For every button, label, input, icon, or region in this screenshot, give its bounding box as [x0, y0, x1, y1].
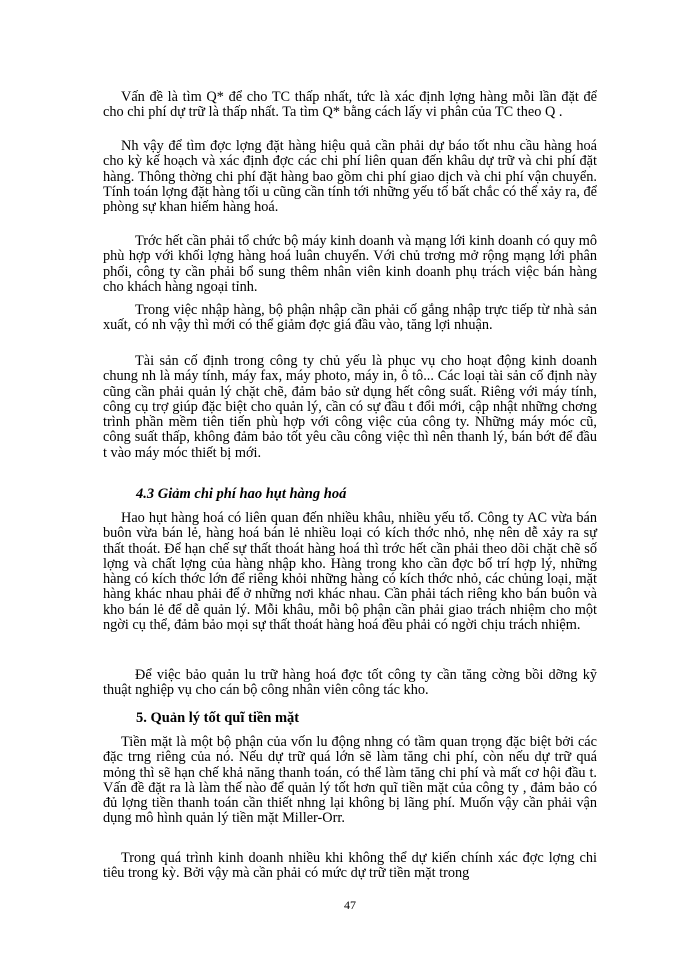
- paragraph: Trong quá trình kinh doanh nhiều khi không thể dự kiến chính xác đợc lợng chi tiêu trong kỳ. Bởi vậy mà cần phải có mức dự trữ tiền mặt trong: [103, 850, 597, 882]
- paragraph: Hao hụt hàng hoá có liên quan đến nhiều khâu, nhiều yếu tố. Công ty AC vừa bán buôn vừa bán lẻ, hàng hoá bán lẻ nhiều loại có kích thớc nhỏ, nhẹ nên dễ xảy ra sự thất thoát. Để hạn chế sự thất thoát hàng hoá thì trớc hết cần phải theo dõi chặt chẽ số lợng và chất lợng của hàng nhập kho. Hàng trong kho cần đợc bố trí hợp lý, những hàng có kích thớc lớn để riêng khỏi những hàng có kích thớc nhỏ, các chủng loại, mặt hàng khác nhau phải để ở những nơi khác nhau. Cần phải tách riêng kho bán buôn và kho bán lẻ để dễ quản lý. Mỗi khâu, mỗi bộ phận cần phải giao trách nhiệm cho một ngời cụ thể, đảm bảo mọi sự thất thoát hàng hoá đều phải có ngời chịu trách nhiệm.: [103, 510, 597, 634]
- paragraph: Nh vậy để tìm đợc lợng đặt hàng hiệu quả cần phải dự báo tốt nhu cầu hàng hoá cho kỳ kế hoạch và xác định đợc các chi phí liên quan đến khâu dự trữ và chi phí đặt hàng. Thông thờng chi phí đặt hàng bao gồm chi phí giao dịch và chi phí vận chuyển. Tính toán lợng đặt hàng tối u cũng cần tính tới những yếu tố bất chắc có thể xảy ra, để phòng sự khan hiếm hàng hoá.: [103, 138, 597, 216]
- paragraph: Trong việc nhập hàng, bộ phận nhập cần phải cố gắng nhập trực tiếp từ nhà sản xuất, có nh vậy thì mới có thể giảm đợc giá đầu vào, tăng lợi nhuận.: [103, 302, 597, 334]
- section-heading: 4.3 Giảm chi phí hao hụt hàng hoá: [136, 486, 347, 502]
- paragraph: Để việc bảo quản lu trữ hàng hoá đợc tốt công ty cần tăng cờng bồi dỡng kỹ thuật nghiệp vụ cho cán bộ công nhân viên công tác kho.: [103, 667, 597, 699]
- paragraph: Trớc hết cần phải tổ chức bộ máy kinh doanh và mạng lới kinh doanh có quy mô phù hợp với khối lợng hàng hoá luân chuyển. Với chủ trơng mở rộng mạng lới phân phối, công ty cần phải bổ sung thêm nhân viên kinh doanh phụ trách việc bán hàng cho khách hàng ngoại tỉnh.: [103, 233, 597, 295]
- paragraph: Vấn đề là tìm Q* để cho TC thấp nhất, tức là xác định lợng hàng mỗi lần đặt để cho chi phí dự trữ là thấp nhất. Ta tìm Q* bằng cách lấy vi phân của TC theo Q .: [103, 89, 597, 121]
- page-number: 47: [344, 898, 356, 912]
- paragraph: Tài sản cố định trong công ty chủ yếu là phục vụ cho hoạt động kinh doanh chung nh là máy tính, máy fax, máy photo, máy in, ô tô... Các loại tài sản cố định này cũng cần phải quản lý chặt chẽ, đảm bảo sử dụng hết công suất. Riêng với máy tính, công cụ trợ giúp đặc biệt cho quản lý, cần có sự đầu t đổi mới, cập nhật những chơng trình phần mềm tiên tiến phù hợp với công việc của công ty. Những máy móc cũ, công suất thấp, không đảm bảo tốt yêu cầu công việc thì nên thanh lý, bán bớt để đầu t vào máy móc thiết bị mới.: [103, 353, 597, 461]
- paragraph: Tiền mặt là một bộ phận của vốn lu động nhng có tầm quan trọng đặc biệt bởi các đặc trng riêng của nó. Nếu dự trữ quá lớn sẽ làm tăng chi phí, còn nếu dự trữ quá mỏng thì sẽ hạn chế khả năng thanh toán, có thể làm tăng chi phí và mất cơ hội đầu t. Vấn đề đặt ra là làm thế nào để quản lý tốt hơn quĩ tiền mặt của công ty , đảm bảo có đủ lợng tiền thanh toán cần thiết nhng lại không bị lãng phí. Muốn vậy cần phải vận dụng mô hình quản lý tiền mặt Miller-Orr.: [103, 734, 597, 827]
- section-heading: 5. Quản lý tốt quĩ tiền mặt: [136, 710, 300, 726]
